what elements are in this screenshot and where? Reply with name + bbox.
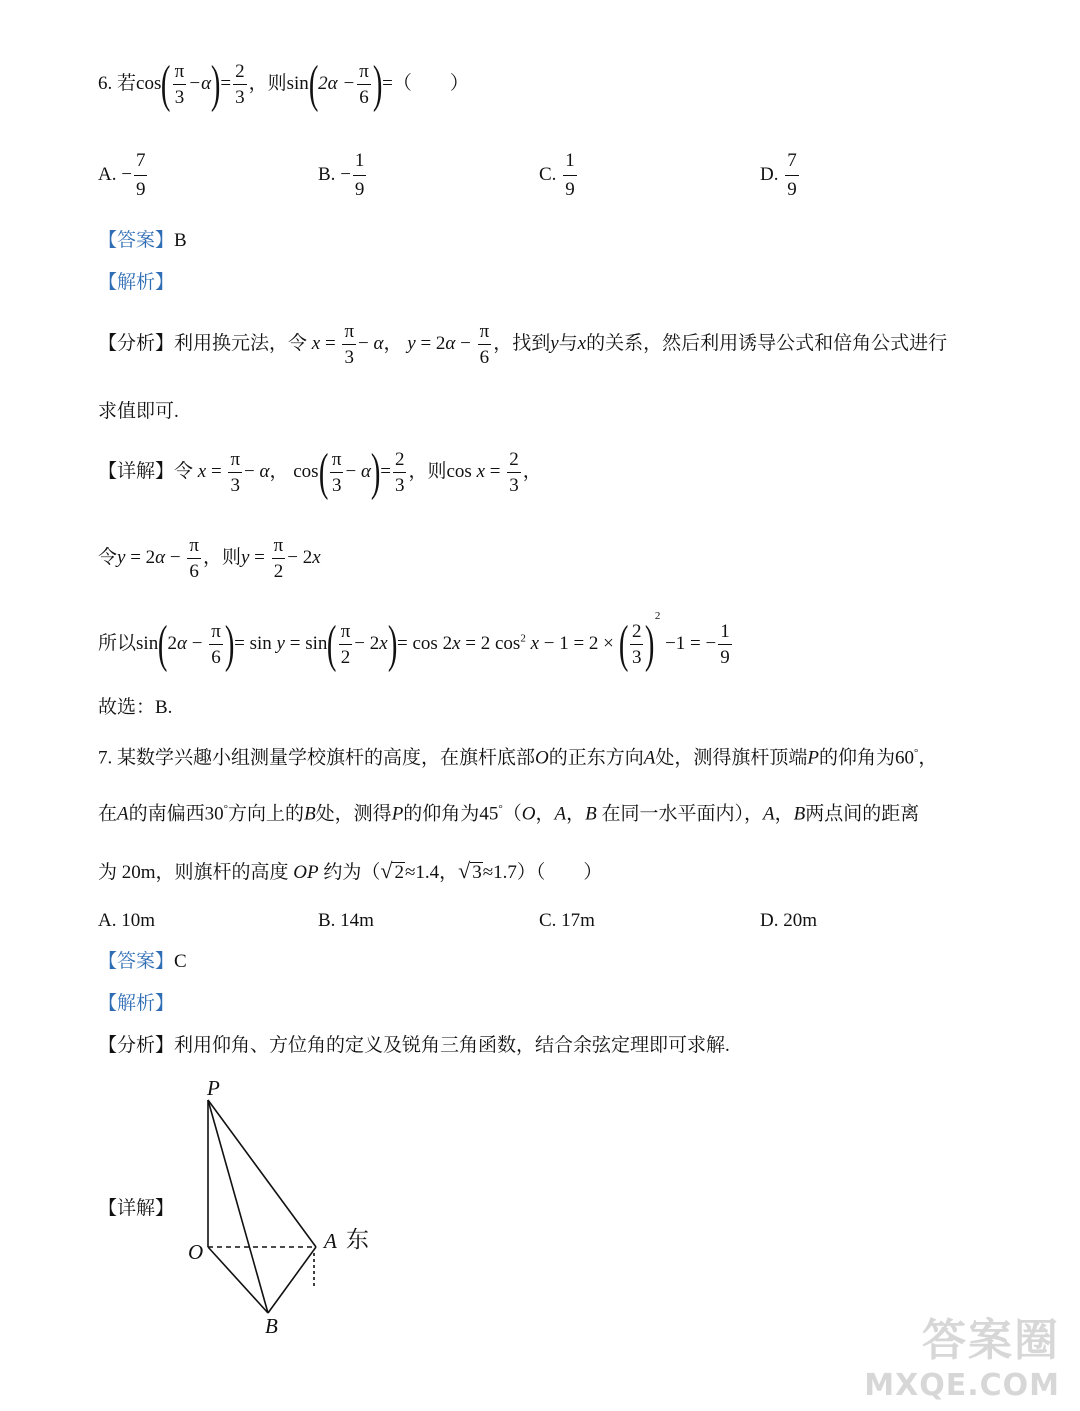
q7-option-d: D. 20m <box>760 910 817 931</box>
label-p: P <box>207 1076 220 1100</box>
q6-fenxi: 【分析】利用换元法，令 x = $\frac{\pi}{3}$ − α， y = 2α − $\frac{\pi}{6}$ ，找到y与x的关系，然后利用诱导公式和倍角公式进行 <box>98 321 948 368</box>
q7-stem-line2: 在A的南偏西30°方向上的B处，测得P的仰角为45°（O，A，B 在同一水平面内），A，B两点间的距离 <box>98 803 920 825</box>
q6-stem: 6. 若cos( $\frac{\pi}{3}$ −α)= $\frac{2}{3}$ ，则sin(2α − $\frac{\pi}{6}$ )=（ ） <box>98 55 469 113</box>
q7-option-c: C. 17m <box>539 910 595 931</box>
q6-analysis-heading: 【解析】 <box>98 272 175 293</box>
label-east: 东 <box>346 1227 369 1253</box>
q7-option-b: B. 14m <box>318 910 374 931</box>
label-o: O <box>188 1240 204 1264</box>
q6-conclusion: 故选：B. <box>98 697 173 718</box>
q6-option-d: D. $\frac{7}{9}$ <box>760 150 797 200</box>
q6-option-c: C. $\frac{1}{9}$ <box>539 150 575 200</box>
edge-ab <box>268 1247 316 1313</box>
q7-analysis-heading: 【解析】 <box>98 993 175 1014</box>
q6-option-b: B. − $\frac{1}{9}$ <box>318 150 365 200</box>
q7-answer: 【答案】C <box>98 951 187 972</box>
q7-xiangjie: 【详解】 <box>98 1198 175 1219</box>
q6-option-a: A. − $\frac{7}{9}$ <box>98 150 146 200</box>
edge-pa <box>208 1100 316 1247</box>
q6-fenxi-line2: 求值即可. <box>98 401 179 422</box>
q7-stem-line3: 为 20m，则旗杆的高度 OP 约为（√ 2≈1.4，√ 3≈1.7）（ ） <box>98 858 603 883</box>
q6-derivation: 所以sin(2α − $\frac{\pi}{6}$ )= sin y = sin( $\frac{\pi}{2}$ − 2x)= cos 2x = 2 $\cos^2 x - 1 = 2$ × ( $\frac{2}{3}$ )$^2$ −1 = − $\frac{1}{9}$ <box>98 609 730 673</box>
flagpole-figure <box>180 1075 390 1345</box>
q6-answer: 【答案】B <box>98 230 187 251</box>
watermark-logo: 答案圈 MXQE.COM <box>864 1315 1060 1403</box>
label-b: B <box>265 1314 278 1338</box>
q7-stem-line1: 7. 某数学兴趣小组测量学校旗杆的高度，在旗杆底部O的正东方向A处，测得旗杆顶端P的仰角为60°， <box>98 747 938 769</box>
q7-option-a: A. 10m <box>98 910 155 931</box>
label-a: A <box>324 1229 337 1253</box>
q7-fenxi: 【分析】利用仰角、方位角的定义及锐角三角函数，结合余弦定理即可求解. <box>98 1035 730 1056</box>
q6-let-y: 令y = 2α − $\frac{\pi}{6}$ ，则y = $\frac{\pi}{2}$ − 2x <box>98 535 321 582</box>
q6-xiangjie: 【详解】令 x = $\frac{\pi}{3}$ − α， cos( $\frac{\pi}{3}$ − α)= $\frac{2}{3}$ ，则cos x = $\frac{2}{3}$ ， <box>98 443 542 501</box>
